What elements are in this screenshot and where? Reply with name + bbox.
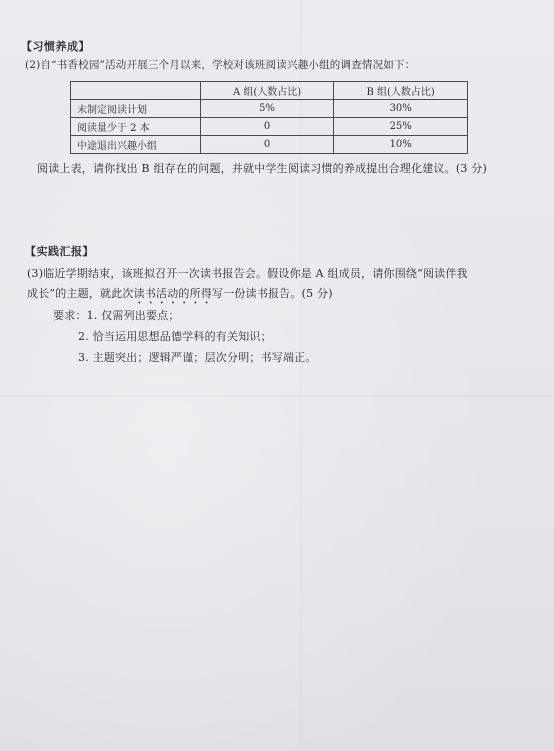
table-row (71, 100, 468, 118)
table-cell: 阅读量少于 2 本 (71, 118, 201, 136)
question-2-intro: (2)自“书香校园”活动开展三个月以来，学校对该班阅读兴趣小组的调查情况如下： (25, 59, 416, 71)
section-title-habit: 【习惯养成】 (21, 40, 90, 53)
requirement-1: 要求：1. 仅需列出要点； (53, 309, 180, 322)
question-3-emphasis: 读书活动的所得 (133, 287, 213, 300)
table-cell: 未制定阅读计划 (71, 100, 201, 118)
paper-fold-line (0, 395, 554, 397)
table-cell: 中途退出兴趣小组 (71, 136, 201, 154)
table-cell: 25% (334, 118, 468, 136)
question-3-line-2 (27, 285, 333, 307)
survey-table (70, 81, 468, 154)
table-header-cell: B 组(人数占比) (334, 82, 468, 100)
table-cell: 0 (200, 118, 334, 136)
requirement-3: 3. 主题突出；逻辑严谨；层次分明；书写端正。 (78, 351, 317, 364)
table-row (71, 136, 468, 154)
question-3-line-1: (3)临近学期结束，该班拟召开一次读书报告会。假设你是 A 组成员，请你围绕“阅读伴我 (27, 267, 468, 280)
table-cell: 0 (200, 136, 334, 154)
table-cell: 30% (334, 100, 468, 118)
table-cell: 5% (200, 100, 334, 118)
table-cell: 10% (334, 136, 468, 154)
table-row (71, 118, 468, 136)
section-title-practice: 【实践汇报】 (25, 245, 94, 258)
table-header-cell (71, 82, 201, 100)
question-3-line-2-start: 成长”的主题，就此次 (27, 287, 134, 300)
requirement-2: 2. 恰当运用思想品德学科的有关知识； (78, 330, 272, 343)
question-3-line-2-end: 写一份读书报告。(5 分) (212, 287, 333, 300)
table-header-cell: A 组(人数占比) (200, 82, 334, 100)
question-2-prompt: 阅读上表，请你找出 B 组存在的问题，并就中学生阅读习惯的养成提出合理化建议。(3 分) (37, 162, 487, 175)
table-header-row (71, 82, 468, 100)
